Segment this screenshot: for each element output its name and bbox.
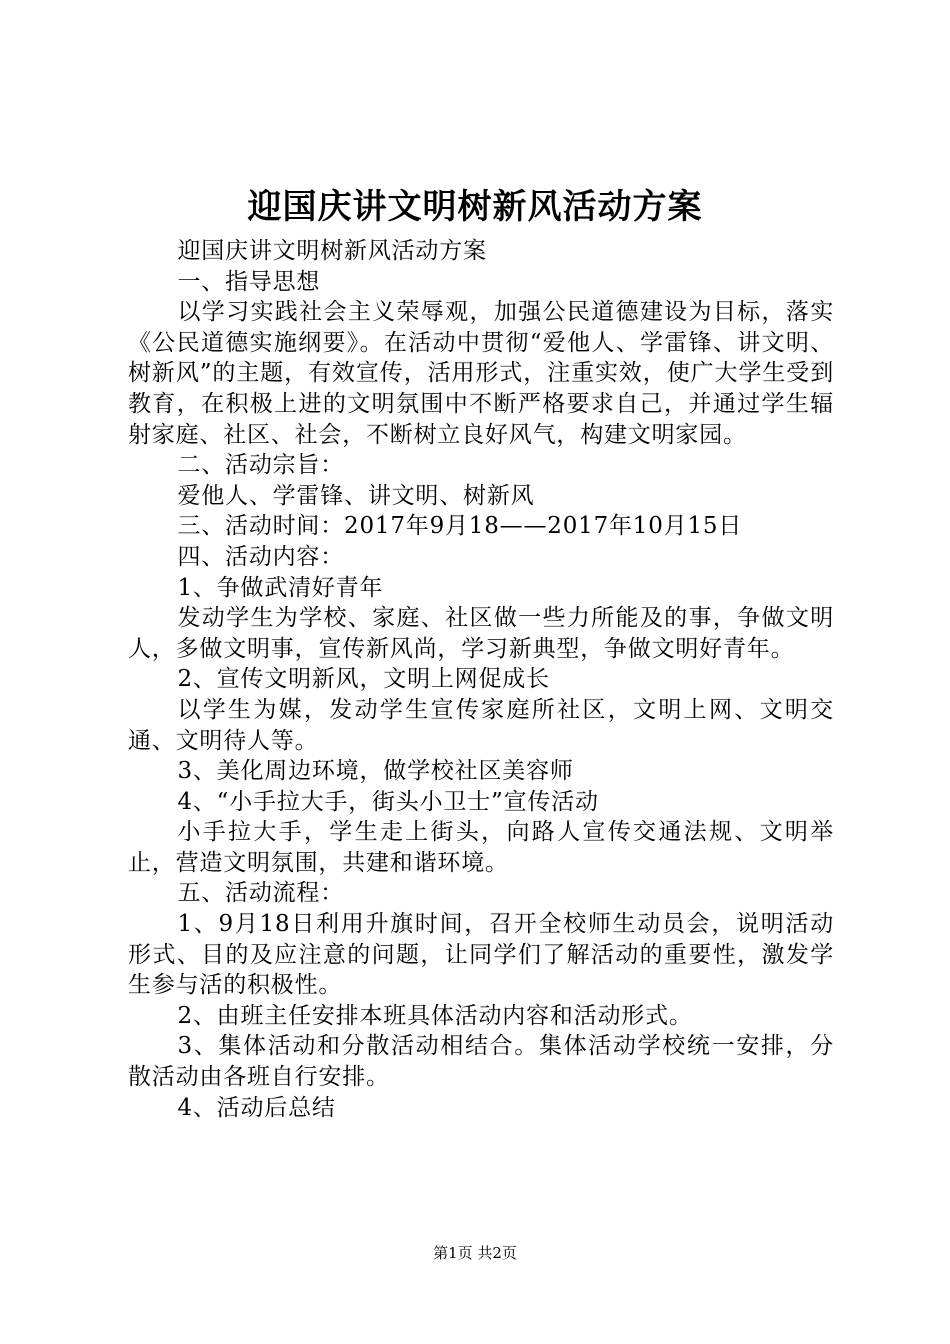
document-body <box>128 236 834 1123</box>
process-item-4: 4、活动后总结 <box>177 1094 336 1121</box>
process-item-2: 2、由班主任安排本班具体活动内容和活动形式。 <box>177 1002 693 1029</box>
content-item-4: 4、“小手拉大手，街头小卫士”宣传活动 <box>177 788 599 815</box>
content-item-1: 1、争做武清好青年 <box>177 574 384 601</box>
section-heading-time: 三、活动时间：2017年9月18——2017年10月15日 <box>177 513 743 540</box>
process-item-3: 3、集体活动和分散活动相结合。集体活动学校统一安排，分散活动由各班自行安排。 <box>128 1033 834 1091</box>
content-item-1-text: 发动学生为学校、家庭、社区做一些力所能及的事，争做文明人，多做文明事，宣传新风尚，学习新典型，争做文明好青年。 <box>128 605 834 662</box>
content-item-2: 2、宣传文明新风，文明上网促成长 <box>177 666 550 693</box>
section-heading-purpose: 二、活动宗旨： <box>177 452 345 479</box>
document-title: 迎国庆讲文明树新风活动方案 <box>247 187 703 227</box>
page-number-footer: 第1页 共2页 <box>433 1244 517 1262</box>
section-heading-guiding-ideology: 一、指导思想 <box>177 268 321 295</box>
paragraph-subtitle: 迎国庆讲文明树新风活动方案 <box>177 238 487 264</box>
content-item-3: 3、美化周边环境，做学校社区美容师 <box>177 758 574 785</box>
content-item-4-text: 小手拉大手，学生走上街头，向路人宣传交通法规、文明举止，营造文明氛围，共建和谐环境。 <box>128 819 834 876</box>
paragraph-purpose: 爱他人、学雷锋、讲文明、树新风 <box>177 482 535 509</box>
section-heading-process: 五、活动流程： <box>177 880 345 907</box>
content-item-2-text: 以学生为媒，发动学生宣传家庭所社区，文明上网、文明交通、文明待人等。 <box>128 696 834 754</box>
paragraph-guiding-ideology: 以学习实践社会主义荣辱观，加强公民道德建设为目标，落实《公民道德实施纲要》。在活动中贯彻“爱他人、学雷锋、讲文明、树新风”的主题，有效宣传，活用形式，注重实效，使广大学生受到教育，在积极上进的文明氛围中不断严格要求自己，并通过学生辐射家庭、社区、社会，不断树立良好风气，构建文明家园。 <box>128 299 834 448</box>
section-heading-content: 四、活动内容： <box>177 543 345 570</box>
process-item-1: 1、9月18日利用升旗时间，召开全校师生动员会，说明活动形式、目的及应注意的问题，让同学们了解活动的重要性，激发学生参与活的积极性。 <box>128 911 834 999</box>
